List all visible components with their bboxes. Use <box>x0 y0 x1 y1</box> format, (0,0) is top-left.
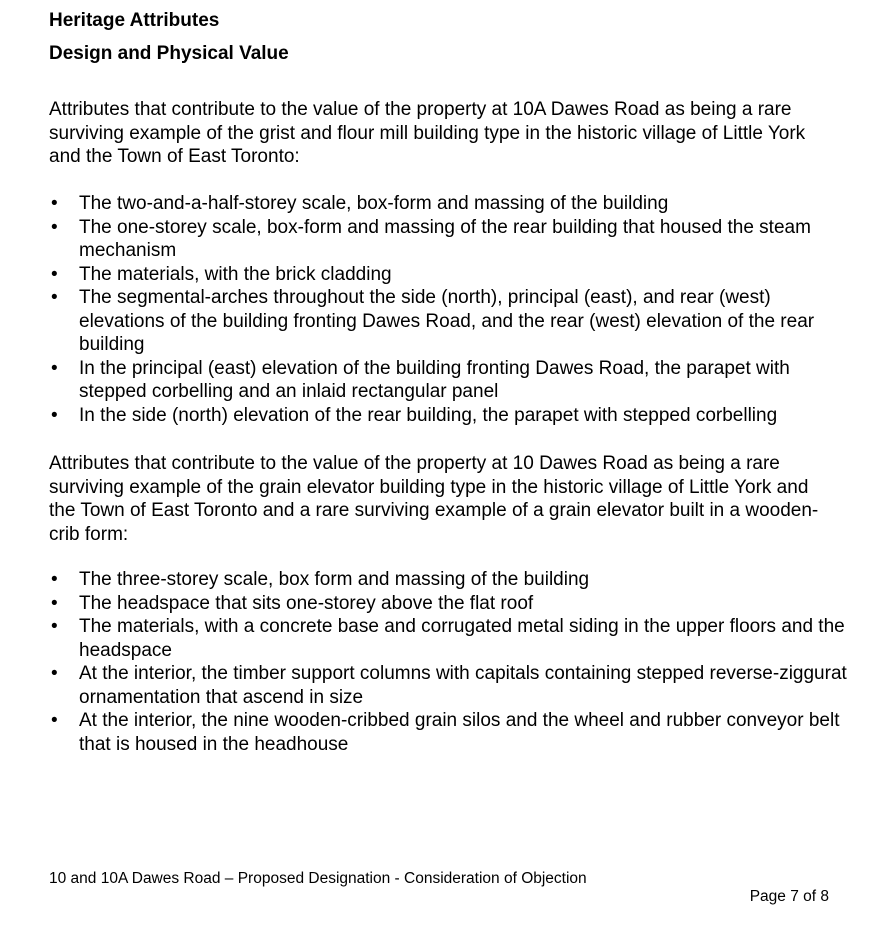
list-item <box>49 592 849 616</box>
list-item-text: The three-storey scale, box form and massing of the building <box>79 569 590 590</box>
list-item-text: At the interior, the timber support columns with capitals containing stepped reverse-ziggurat ornamentation that ascend in size <box>79 663 847 708</box>
bullet-icon: • <box>51 710 58 731</box>
bullet-icon: • <box>51 287 58 308</box>
list-item <box>49 404 849 428</box>
list-item-text: In the principal (east) elevation of the building fronting Dawes Road, the parapet with stepped corbelling and an inlaid rectangular panel <box>79 357 790 402</box>
section2-intro: Attributes that contribute to the value of the property at 10 Dawes Road as being a rare surviving example of the grain elevator building type in the historic village of Little York and the Town of East Toronto and a rare surviving example of a grain elevator built in a wooden-crib form: <box>49 453 819 545</box>
list-item <box>49 263 849 287</box>
subheading-design-physical-value: Design and Physical Value <box>49 43 289 64</box>
list-item-text: The materials, with a concrete base and corrugated metal siding in the upper floors and the headspace <box>79 616 845 661</box>
list-item-text: The two-and-a-half-storey scale, box-form and massing of the building <box>79 193 669 214</box>
list-item <box>49 216 849 263</box>
section1-intro: Attributes that contribute to the value of the property at 10A Dawes Road as being a rare surviving example of the grist and flour mill building type in the historic village of Little York and the Town of East Toronto: <box>49 99 806 167</box>
bullet-icon: • <box>51 263 58 285</box>
bullet-icon: • <box>51 404 58 426</box>
section1-bullet-list <box>49 192 849 427</box>
list-item-text: The materials, with the brick cladding <box>79 263 392 285</box>
bullet-icon: • <box>51 193 58 214</box>
heading-heritage-attributes: Heritage Attributes <box>49 10 220 31</box>
list-item <box>49 286 849 357</box>
list-item-text: The one-storey scale, box-form and massing of the rear building that housed the steam mechanism <box>79 216 811 261</box>
list-item-text: In the side (north) elevation of the rear building, the parapet with stepped corbelling <box>79 404 778 426</box>
section2-bullet-list <box>49 568 849 756</box>
list-item <box>49 357 849 404</box>
list-item <box>49 568 849 592</box>
bullet-icon: • <box>51 569 58 590</box>
bullet-icon: • <box>51 592 58 614</box>
list-item <box>49 709 849 756</box>
list-item-text: The headspace that sits one-storey above the flat roof <box>79 592 534 614</box>
bullet-icon: • <box>51 357 58 379</box>
bullet-icon: • <box>51 616 58 637</box>
list-item-text: At the interior, the nine wooden-cribbed grain silos and the wheel and rubber conveyor belt that is housed in the headhouse <box>79 710 840 755</box>
list-item-text: The segmental-arches throughout the side (north), principal (east), and rear (west) elevations of the building fronting Dawes Road, and the rear (west) elevation of the rear building <box>79 287 815 355</box>
page-number: Page 7 of 8 <box>749 888 829 905</box>
bullet-icon: • <box>51 663 58 684</box>
list-item <box>49 662 849 709</box>
list-item <box>49 192 849 216</box>
footer-title: 10 and 10A Dawes Road – Proposed Designation - Consideration of Objection <box>49 870 587 887</box>
list-item <box>49 615 849 662</box>
bullet-icon: • <box>51 216 58 238</box>
